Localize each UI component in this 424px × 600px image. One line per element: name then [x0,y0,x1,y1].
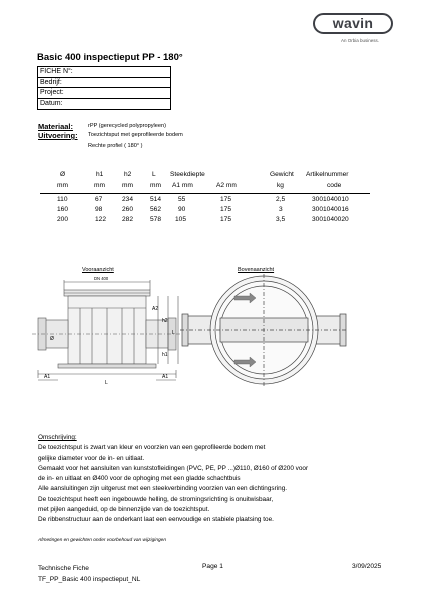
spec-row-160 [40,206,370,215]
spec-header-row-2 [40,182,370,191]
spec-header-cell: h2 [124,171,132,178]
spec-unit-cell: code [327,182,342,189]
spec-unit-cell: A1 mm [172,182,193,189]
spec-cell: 514 [150,196,162,203]
logo-tagline: An Orbia business. [340,38,380,43]
description-line: met pijlen aangeduid, op de binnenzijde van de toezichtsput. [38,506,210,514]
spec-cell: 175 [220,196,232,203]
spec-header-cell: Gewicht [270,171,294,178]
description-line: de in- en uitlaat en Ø400 voor de ophoging met een gladde schachtbuis [38,475,241,483]
footer-doc-code: TF_PP_Basic 400 inspectieput_NL [38,576,141,583]
front-view-title: Vooraanzicht [82,267,114,273]
spec-cell: 3,5 [276,216,286,223]
execution-value-line2: Rechte profiel ( 180° ) [88,143,143,149]
date-field[interactable]: Datum: [40,99,63,107]
spec-header-cell: L [152,171,156,178]
spec-cell: 110 [57,196,68,203]
material-label: Materiaal: [38,122,74,131]
description-line: Gemaakt voor het aansluiten van kunststofleidingen (PVC, PE, PP ...)Ø110, Ø160 of Ø200 voor [38,464,309,472]
spec-cell: 67 [95,196,103,203]
spec-cell: 3 [279,206,283,213]
spec-cell: 3001040016 [312,206,349,213]
front-view-dn-label: DN 400 [94,276,109,281]
spec-cell: 55 [178,196,186,203]
front-view-drawing [28,278,188,388]
fiche-form [37,66,171,110]
spec-cell: 98 [95,206,103,213]
dim-l-label: L [172,330,175,336]
page-title: Basic 400 inspectieput PP - 180° [37,52,183,63]
spec-table-divider [40,193,370,194]
spec-header-cell: Steekdiepte [170,171,205,178]
material-value: rPP (gerecycled polypropyleen) [88,123,166,129]
description-line: gelijke diameter voor de in- en uitlaat. [38,454,145,462]
dim-phi-label: Ø [50,336,54,342]
dim-a2-label: A2 [152,306,159,312]
spec-unit-cell: mm [57,182,68,189]
dim-a1-left-label: A1 [44,374,51,380]
footer-left [38,563,140,585]
dim-h2-label: h2 [162,318,168,324]
description-line: De toezichtsput heeft een ingebouwde helling, de stromingsrichting is onuitwisbaar, [38,495,274,503]
spec-header-cell: h1 [96,171,104,178]
spec-cell: 2,5 [276,196,286,203]
wavin-logo [313,13,393,37]
spec-row-110 [40,196,370,205]
description-section [38,433,378,526]
spec-cell: 3001040020 [312,216,349,223]
footer-date: 3/09/2025 [352,563,382,570]
description-line: Alle aansluitingen zijn uitgerust met een steekverbinding voorzien van een dichtingsring. [38,485,288,493]
dim-l-bottom-label: L [105,380,108,386]
spec-cell: 200 [57,216,69,223]
execution-value-line1: Toezichtsput met geprofileerde bodem [88,132,183,138]
spec-cell: 260 [122,206,134,213]
dim-h1-label: h1 [162,352,168,358]
spec-cell: 122 [95,216,107,223]
spec-cell: 175 [220,206,232,213]
spec-unit-cell: mm [94,182,105,189]
project-field[interactable]: Project: [38,88,170,99]
top-view-title: Bovenaanzicht [238,267,275,273]
spec-unit-cell: mm [122,182,133,189]
spec-row-200 [40,216,370,225]
spec-unit-cell: mm [150,182,161,189]
footer-page-number: Page 1 [202,563,223,570]
top-view-drawing [180,274,348,388]
description-title: Omschrijving: [38,434,77,441]
company-field[interactable]: Bedrijf: [38,78,170,89]
spec-cell: 562 [150,206,162,213]
spec-cell: 160 [57,206,69,213]
spec-cell: 90 [178,206,186,213]
spec-cell: 105 [175,216,187,223]
spec-cell: 578 [150,216,162,223]
execution-label: Uitvoering: [38,131,78,140]
logo-text: wavin [332,15,374,31]
spec-cell: 282 [122,216,134,223]
spec-cell: 175 [220,216,232,223]
footer-doc-type: Technische Fiche [38,565,89,572]
description-line: De ribbenstructuur aan de onderkant laat een eenvoudige en stabiele plaatsing toe. [38,516,274,524]
spec-header-cell: Ø [60,171,66,178]
disclaimer-note: Afmetingen en gewichten onder voorbehoud van wijzigingen [38,538,167,543]
spec-cell: 234 [122,196,134,203]
fiche-number-field[interactable]: FICHE N°: [38,67,170,78]
spec-cell: 3001040010 [312,196,349,203]
description-line: De toezichtsput is zwart van kleur en voorzien van een geprofileerde bodem met [38,444,266,452]
spec-header-cell: Artikelnummer [306,171,349,178]
spec-header-row-1 [40,171,370,180]
dim-a1-right-label: A1 [162,374,169,380]
spec-unit-cell: kg [277,182,284,189]
spec-unit-cell: A2 mm [216,182,237,189]
